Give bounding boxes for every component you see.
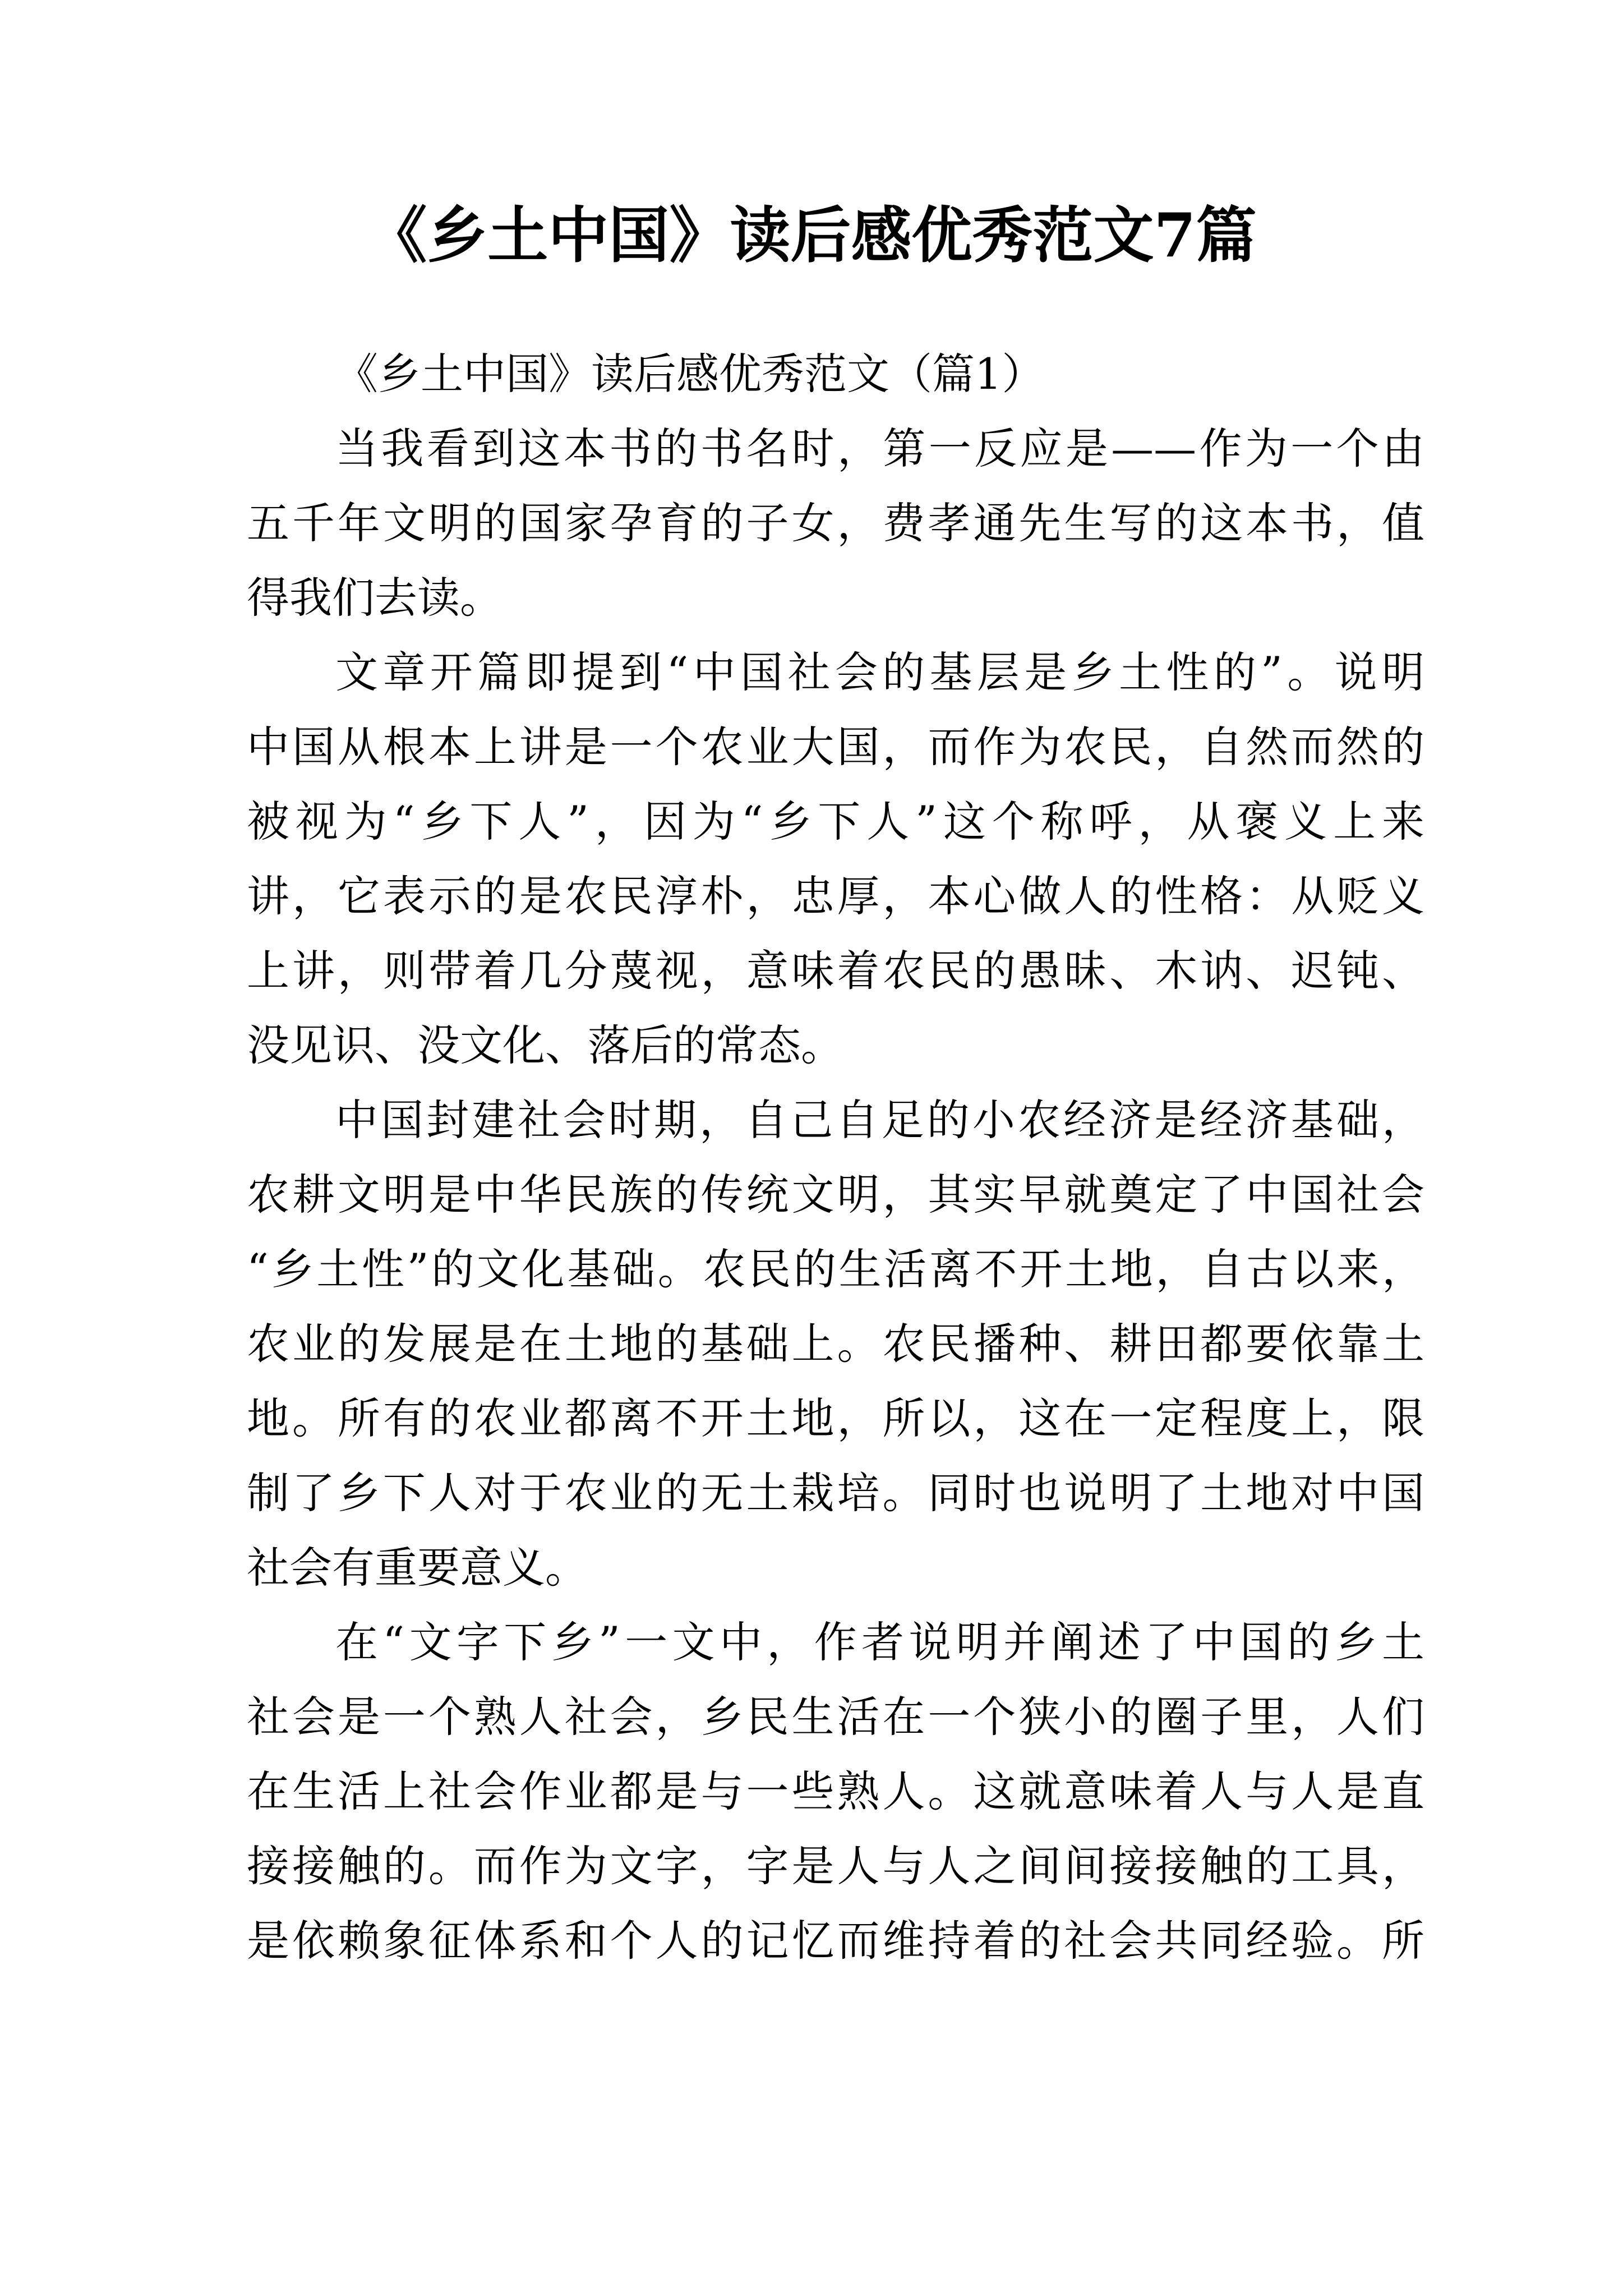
text-line: 制了乡下人对于农业的无土栽培。同时也说明了土地对中国 [247, 1468, 1424, 1518]
text-line: 当我看到这本书的书名时，第一反应是——作为一个由 [335, 424, 1424, 473]
document-body [247, 337, 1424, 1978]
text-line: 讲，它表示的是农民淳朴，忠厚，本心做人的性格：从贬义 [247, 871, 1424, 921]
text-line: 没见识、没文化、落后的常态。 [247, 1020, 843, 1070]
text-line: 上讲，则带着几分蔑视，意味着农民的愚昧、木讷、迟钝、 [247, 946, 1424, 996]
text-line: “乡土性”的文化基础。农民的生活离不开土地，自古以来， [247, 1244, 1424, 1294]
text-line: 社会有重要意义。 [247, 1543, 588, 1593]
text-line: 中国从根本上讲是一个农业大国，而作为农民，自然而然的 [247, 722, 1424, 772]
text-line: 在生活上社会作业都是与一些熟人。这就意味着人与人是直 [247, 1766, 1424, 1816]
text-line: 五千年文明的国家孕育的子女，费孝通先生写的这本书，值 [247, 498, 1424, 548]
text-line: 文章开篇即提到“中国社会的基层是乡土性的”。说明 [335, 647, 1424, 697]
text-line: 农业的发展是在土地的基础上。农民播种、耕田都要依靠土 [247, 1319, 1424, 1369]
text-line: 接接触的。而作为文字，字是人与人之间间接接触的工具， [247, 1841, 1424, 1891]
text-line: 中国封建社会时期，自己自足的小农经济是经济基础， [335, 1095, 1424, 1145]
text-line: 地。所有的农业都离不开土地，所以，这在一定程度上，限 [247, 1393, 1424, 1443]
text-line: 在“文字下乡”一文中，作者说明并阐述了中国的乡土 [335, 1617, 1424, 1667]
text-line: 社会是一个熟人社会，乡民生活在一个狭小的圈子里，人们 [247, 1692, 1424, 1742]
text-line: 是依赖象征体系和个人的记忆而维持着的社会共同经验。所 [247, 1916, 1424, 1966]
text-line: 被视为“乡下人”，因为“乡下人”这个称呼，从褒义上来 [247, 797, 1424, 846]
text-line: 《乡土中国》读后感优秀范文（篇1） [335, 349, 1045, 399]
text-line: 得我们去读。 [247, 573, 502, 623]
document-title: 《乡土中国》读后感优秀范文7篇 [366, 200, 1257, 271]
text-line: 农耕文明是中华民族的传统文明，其实早就奠定了中国社会 [247, 1170, 1424, 1220]
